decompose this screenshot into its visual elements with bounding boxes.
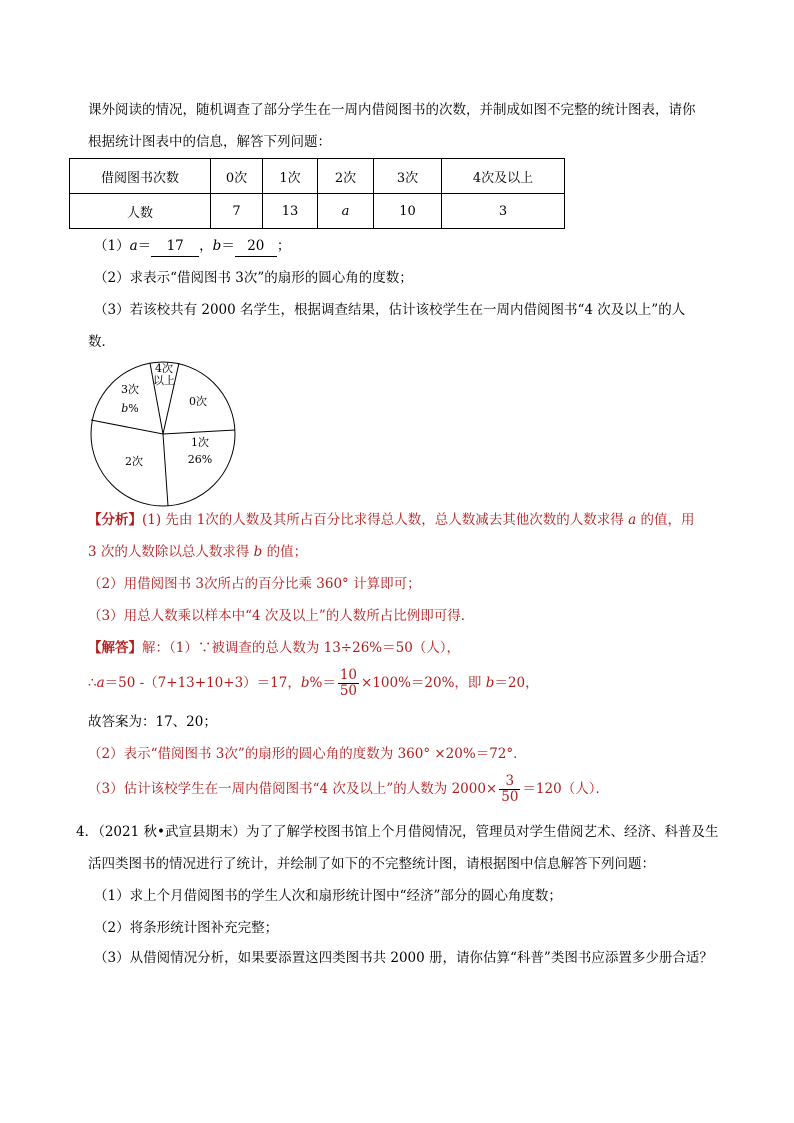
table-cell: 借阅图书次数 xyxy=(70,159,211,194)
pie-var-b: b xyxy=(121,402,129,415)
table-cell: 0次 xyxy=(211,159,263,194)
solution-var-b: b xyxy=(485,675,495,691)
pie-chart xyxy=(88,359,238,509)
q1-eq: ＝ xyxy=(221,238,235,254)
analysis-line-3: （2）用借阅图书 3次所占的百分比乘 360° 计算即可； xyxy=(88,576,421,592)
q1-var-a: a xyxy=(129,238,138,254)
answer-blank-b: 20 xyxy=(235,236,277,257)
question-2: （2）求表示“借阅图书 3次”的扇形的圆心角的度数； xyxy=(94,270,413,286)
fraction xyxy=(499,774,520,805)
q1-end: ； xyxy=(276,238,291,254)
problem-4-line-2: 活四类图书的情况进行了统计，并绘制了如下的不完整统计图，请根据图中信息解答下列问题： xyxy=(88,856,655,872)
question-3-line-1: （3）若该校共有 2000 名学生，根据调查结果，估计该校学生在一周内借阅图书“4 次及以上”的人 xyxy=(94,302,686,318)
solution-text: ∴ xyxy=(88,675,97,691)
table-cell: 7 xyxy=(211,194,263,229)
table-cell: 2次 xyxy=(318,159,374,194)
solution-text: 解：（1）∵被调查的总人数为 13÷26%＝50（人）， xyxy=(142,640,461,656)
pie-label-1-l1: 1次 xyxy=(191,436,209,449)
table-cell: 3 xyxy=(442,194,565,229)
table-cell: 10 xyxy=(374,194,442,229)
solution-line-2 xyxy=(88,666,539,700)
analysis-line-4: （3）用总人数乘以样本中“4 次及以上”的人数所占比例即可得． xyxy=(88,608,475,624)
solution-text: ＝20， xyxy=(494,675,539,691)
table-cell: 3次 xyxy=(374,159,442,194)
pie-label-4plus-l1: 4次 xyxy=(155,362,173,375)
analysis-text: (1) 先由 1次的人数及其所占百分比求得总人数，总人数减去其他次数的人数求得 xyxy=(142,512,629,528)
q1-prefix: （1） xyxy=(94,238,130,254)
analysis-text: 的值，用 xyxy=(636,512,695,528)
solution-text: ＝50 -（7+13+10+3）＝17， xyxy=(104,675,301,691)
table-data-row xyxy=(70,194,565,229)
analysis-line-1 xyxy=(88,510,694,530)
analysis-var-b: b xyxy=(253,544,263,560)
fraction-denominator: 50 xyxy=(339,683,358,699)
fraction-numerator: 10 xyxy=(339,667,358,683)
table-cell: 1次 xyxy=(263,159,318,194)
pie-label-2: 2次 xyxy=(125,455,143,468)
fraction-numerator: 3 xyxy=(499,774,520,790)
fraction xyxy=(338,668,359,699)
pie-pct: % xyxy=(128,402,139,415)
solution-text: %＝ xyxy=(309,675,336,691)
intro-line-1: 课外阅读的情况，随机调查了部分学生在一周内借阅图书的次数，并制成如图不完整的统计图表，请你 xyxy=(88,102,696,118)
pie-label-3-l1: 3次 xyxy=(121,383,139,396)
solution-var-a: a xyxy=(96,675,105,691)
solution-line-1 xyxy=(88,638,460,658)
intro-line-2: 根据统计图表中的信息，解答下列问题： xyxy=(88,134,331,150)
analysis-text: 的值； xyxy=(262,544,308,560)
table-cell: 4次及以上 xyxy=(442,159,565,194)
solution-text: ＝120（人）． xyxy=(522,781,609,797)
pie-label-3-l2 xyxy=(121,402,139,415)
data-table xyxy=(69,158,565,229)
solution-text: ×100%＝20%，即 xyxy=(361,675,486,691)
question-1 xyxy=(94,236,290,257)
question-3-line-2: 数． xyxy=(88,334,115,350)
q1-eq: ＝ xyxy=(137,238,152,254)
table-header-row xyxy=(70,159,565,194)
table-cell: a xyxy=(318,194,374,229)
analysis-text: 3 次的人数除以总人数求得 xyxy=(88,544,254,560)
analysis-var-a: a xyxy=(628,512,637,528)
fraction-denominator: 50 xyxy=(501,789,519,805)
solution-tag: 【解答】 xyxy=(88,640,142,656)
solution-line-5 xyxy=(88,772,609,806)
q1-var-b: b xyxy=(212,238,222,254)
pie-label-0: 0次 xyxy=(189,395,207,408)
problem-4-question-2: （2）将条形统计图补充完整； xyxy=(94,920,279,936)
answer-blank-a: 17 xyxy=(151,236,199,257)
solution-line-4: （2）表示“借阅图书 3次”的扇形的圆心角的度数为 360° ×20%＝72°． xyxy=(88,746,527,762)
pie-label-1-l2: 26% xyxy=(187,453,213,466)
q1-sep: ， xyxy=(199,238,213,254)
table-cell: 人数 xyxy=(70,194,211,229)
analysis-tag: 【分析】 xyxy=(88,512,142,528)
analysis-line-2 xyxy=(88,542,307,562)
problem-4-question-3: （3）从借阅情况分析，如果要添置这四类图书共 2000 册，请你估算“科普”类图书应添置多少册合适？ xyxy=(94,950,713,966)
table-cell: 13 xyxy=(263,194,318,229)
problem-4-line-1: 4．（2021 秋•武宣县期末）为了了解学校图书馆上个月借阅情况，管理员对学生借阅艺术、经济、科普及生 xyxy=(76,824,719,840)
solution-var-b: b xyxy=(300,675,310,691)
solution-line-3: 故答案为：17、20； xyxy=(88,714,217,730)
pie-label-4plus-l2: 以上 xyxy=(153,374,175,387)
problem-4-question-1: （1）求上个月借阅图书的学生人次和扇形统计图中“经济”部分的圆心角度数； xyxy=(94,888,562,904)
solution-text: （3）估计该校学生在一周内借阅图书“4 次及以上”的人数为 2000× xyxy=(88,781,498,797)
